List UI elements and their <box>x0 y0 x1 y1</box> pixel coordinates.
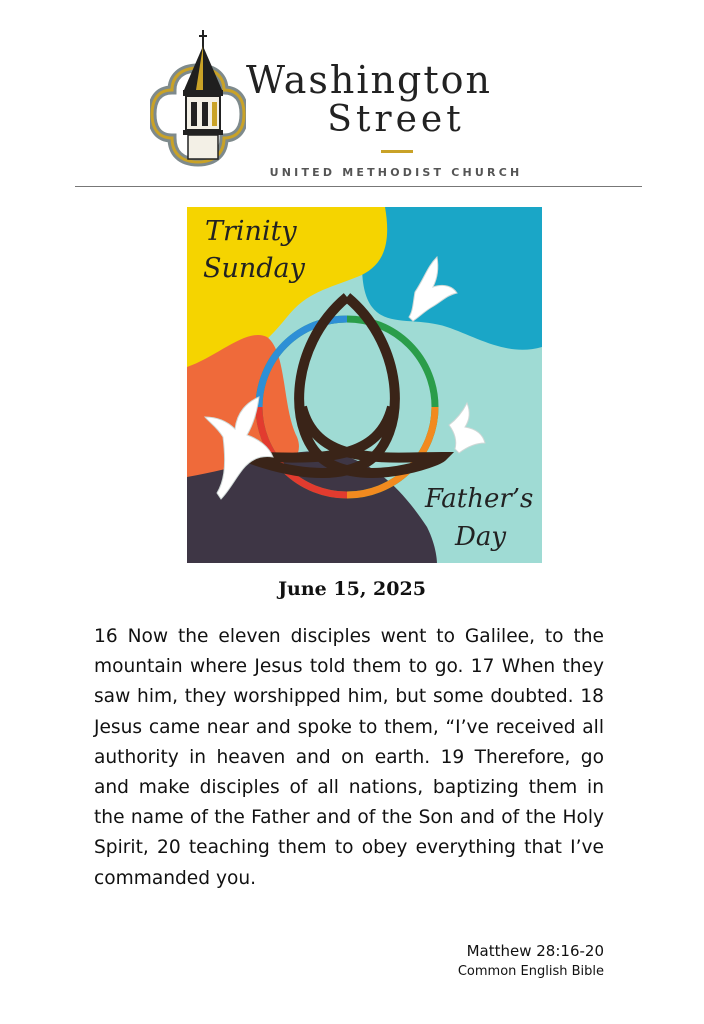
trinity-sunday-illustration <box>187 207 542 563</box>
image-caption-line2: Day <box>455 522 507 552</box>
steeple-logo-icon <box>150 28 246 178</box>
image-title-line1: Trinity <box>205 216 297 247</box>
service-date: June 15, 2025 <box>278 578 426 600</box>
scripture-reference: Matthew 28:16-20 <box>466 942 604 960</box>
gold-divider <box>381 150 413 153</box>
header-divider <box>75 186 642 187</box>
image-caption-line1: Father’s <box>425 484 534 514</box>
scripture-passage: 16 Now the eleven disciples went to Galilee, to the mountain where Jesus told them to go. 17 When they saw him, they worshipped him, but some doubted. 18 Jesus came near and spoke to them, “I’ve received all authority in heaven and on earth. 19 Therefore, go and make disciples of all nations, baptizing them in the name of the Father and of the Son and of the Holy Spirit, 20 teaching them to obey everything that I’ve commanded you. <box>94 626 604 889</box>
church-name-line1: Washington <box>246 58 492 102</box>
church-name-line2: Street <box>327 99 465 140</box>
image-title-line2: Sunday <box>203 253 305 284</box>
bible-version: Common English Bible <box>457 964 604 979</box>
church-name <box>246 60 546 140</box>
scripture-citation <box>458 940 604 982</box>
church-subtitle: UNITED METHODIST CHURCH <box>269 166 523 179</box>
